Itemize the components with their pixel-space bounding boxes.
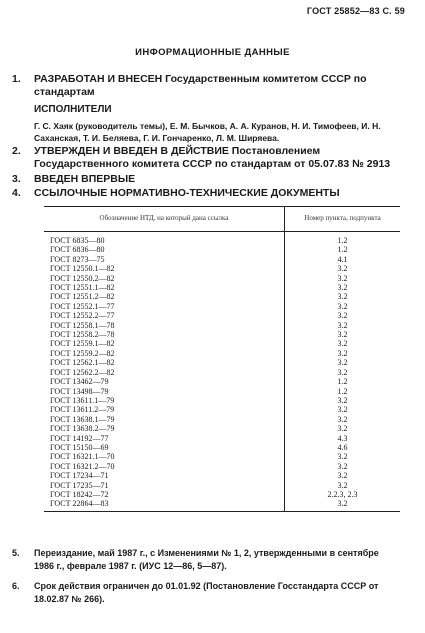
item-4	[12, 187, 409, 200]
table-row	[44, 387, 400, 396]
document-cell: ГОСТ 13611.1—79	[44, 396, 285, 405]
document-cell: ГОСТ 12562.2—82	[44, 368, 285, 377]
clause-cell: 3.2	[285, 499, 401, 511]
clause-cell: 1.2	[337, 377, 348, 387]
table-row	[44, 452, 400, 461]
document-cell: ГОСТ 17235—71	[44, 481, 285, 490]
table-row	[44, 302, 400, 311]
clause-cell: 3.2	[337, 452, 348, 462]
document-cell: ГОСТ 12551.1—82	[44, 283, 285, 292]
table-row	[44, 245, 400, 254]
table-row	[44, 405, 400, 414]
table-row	[44, 264, 400, 273]
document-cell: ГОСТ 12559.2—82	[44, 349, 285, 358]
clause-cell: 3.2	[337, 292, 348, 302]
item-5-number: 5.	[12, 548, 20, 558]
document-cell: ГОСТ 14192—77	[44, 434, 285, 443]
clause-cell: 3.2	[337, 358, 348, 368]
item-2	[12, 145, 409, 171]
document-cell: ГОСТ 6835—80	[44, 232, 285, 246]
clause-cell: 2.2.3, 2.3	[327, 489, 358, 499]
clause-cell: 3.2	[337, 311, 348, 321]
clause-cell: 1.2	[337, 245, 348, 255]
item-1-text: РАЗРАБОТАН И ВНЕСЕН Государственным комитетом СССР по стандартам	[34, 73, 367, 98]
item-1	[12, 73, 409, 99]
clause-cell: 3.2	[337, 273, 348, 283]
item-2-number: 2.	[12, 145, 21, 157]
clause-cell: 3.2	[337, 283, 348, 293]
table-row	[44, 274, 400, 283]
document-cell: ГОСТ 12550.2—82	[44, 274, 285, 283]
table-row	[44, 321, 400, 330]
table-row	[44, 330, 400, 339]
item-3	[12, 173, 409, 186]
item-4-number: 4.	[12, 187, 21, 199]
item-6-text: Срок действия ограничен до 01.01.92 (Постановление Госстандарта СССР от 18.02.87 № 266).	[34, 581, 379, 604]
item-6	[12, 580, 394, 606]
document-cell: ГОСТ 13462—79	[44, 377, 285, 386]
col-header-clause: Номер пункта, подпункта	[285, 207, 401, 232]
item-2-text: УТВЕРЖДЕН И ВВЕДЕН В ДЕЙСТВИЕ Постановлением Государственного комитета СССР по стандартам от 05.07.83 № 2913	[34, 145, 391, 170]
document-cell: ГОСТ 16321.1—70	[44, 452, 285, 461]
clause-cell: 3.2	[337, 414, 348, 424]
table-row	[44, 358, 400, 367]
document-cell: ГОСТ 16321.2—70	[44, 462, 285, 471]
document-cell: ГОСТ 12552.1—77	[44, 302, 285, 311]
clause-cell: 1.2	[337, 386, 348, 396]
executors-block	[34, 103, 409, 144]
clause-cell: 3.2	[337, 461, 348, 471]
document-cell: ГОСТ 12550.1—82	[44, 264, 285, 273]
document-cell: ГОСТ 12551.2—82	[44, 292, 285, 301]
clause-cell: 3.2	[337, 405, 348, 415]
clause-cell: 3.2	[337, 330, 348, 340]
table-row	[44, 424, 400, 433]
document-cell: ГОСТ 17234—71	[44, 471, 285, 480]
table-row	[44, 283, 400, 292]
table-row	[44, 396, 400, 405]
page-title: ИНФОРМАЦИОННЫЕ ДАННЫЕ	[135, 47, 290, 58]
clause-cell: 1.2	[337, 236, 348, 245]
table-row	[44, 311, 400, 320]
clause-cell: 3.2	[337, 339, 348, 349]
document-cell: ГОСТ 13498—79	[44, 387, 285, 396]
page-header: ГОСТ 25852—83 С. 59	[306, 6, 405, 16]
table-row	[44, 349, 400, 358]
executors-label: ИСПОЛНИТЕЛИ	[34, 104, 112, 115]
item-5-text: Переиздание, май 1987 г., с Изменениями № 1, 2, утвержденными в сентябре 1986 г., феврале 1987 г. (ИУС 12—86, 5—87).	[34, 548, 379, 571]
clause-cell: 4.3	[337, 433, 348, 443]
clause-cell: 4.6	[337, 442, 348, 452]
item-3-number: 3.	[12, 173, 21, 185]
table-row	[44, 462, 400, 471]
table-row	[44, 368, 400, 377]
clause-cell: 3.2	[337, 480, 348, 490]
table-row	[44, 255, 400, 264]
document-cell: ГОСТ 22864—83	[44, 499, 285, 511]
document-cell: ГОСТ 13638.1—79	[44, 415, 285, 424]
document-cell: ГОСТ 12558.1—78	[44, 321, 285, 330]
clause-cell: 3.2	[337, 348, 348, 358]
clause-cell: 3.2	[337, 367, 348, 377]
item-5	[12, 547, 394, 573]
table-row	[44, 415, 400, 424]
table-row	[44, 339, 400, 348]
document-cell: ГОСТ 12559.1—82	[44, 339, 285, 348]
table-row	[44, 443, 400, 452]
document-cell: ГОСТ 12558.2—78	[44, 330, 285, 339]
table-row	[44, 499, 400, 511]
table-row	[44, 434, 400, 443]
executors-list: Г. С. Хаяк (руководитель темы), Е. М. Бычков, А. А. Куранов, Н. И. Тимофеев, И. Н. Саханская, Т. И. Беляева, Г. И. Гончаренко, Л. М. Ширяева.	[34, 121, 381, 143]
clause-cell: 3.2	[337, 395, 348, 405]
table-row	[44, 232, 400, 246]
document-cell: ГОСТ 6836—80	[44, 245, 285, 254]
table-row	[44, 292, 400, 301]
clause-cell: 3.2	[337, 424, 348, 434]
document-cell: ГОСТ 12562.1—82	[44, 358, 285, 367]
item-6-number: 6.	[12, 581, 20, 591]
clause-cell: 3.2	[337, 264, 348, 274]
clause-cell: 4.1	[337, 254, 348, 264]
document-cell: ГОСТ 13611.2—79	[44, 405, 285, 414]
clause-cell: 3.2	[337, 301, 348, 311]
table-row	[44, 490, 400, 499]
references-table-body	[44, 232, 400, 512]
item-4-text: ССЫЛОЧНЫЕ НОРМАТИВНО-ТЕХНИЧЕСКИЕ ДОКУМЕНТЫ	[34, 187, 340, 199]
table-row	[44, 377, 400, 386]
item-1-number: 1.	[12, 73, 21, 85]
document-cell: ГОСТ 13638.2—79	[44, 424, 285, 433]
clause-cell: 3.2	[337, 471, 348, 481]
clause-cell: 3.2	[337, 320, 348, 330]
table-row	[44, 471, 400, 480]
document-cell: ГОСТ 8273—75	[44, 255, 285, 264]
table-row	[44, 481, 400, 490]
document-cell: ГОСТ 15150—69	[44, 443, 285, 452]
document-cell: ГОСТ 18242—72	[44, 490, 285, 499]
item-3-text: ВВЕДЕН ВПЕРВЫЕ	[34, 173, 136, 185]
document-cell: ГОСТ 12552.2—77	[44, 311, 285, 320]
col-header-document: Обозначение НТД, на который дана ссылка	[44, 207, 285, 232]
references-table	[44, 206, 400, 512]
